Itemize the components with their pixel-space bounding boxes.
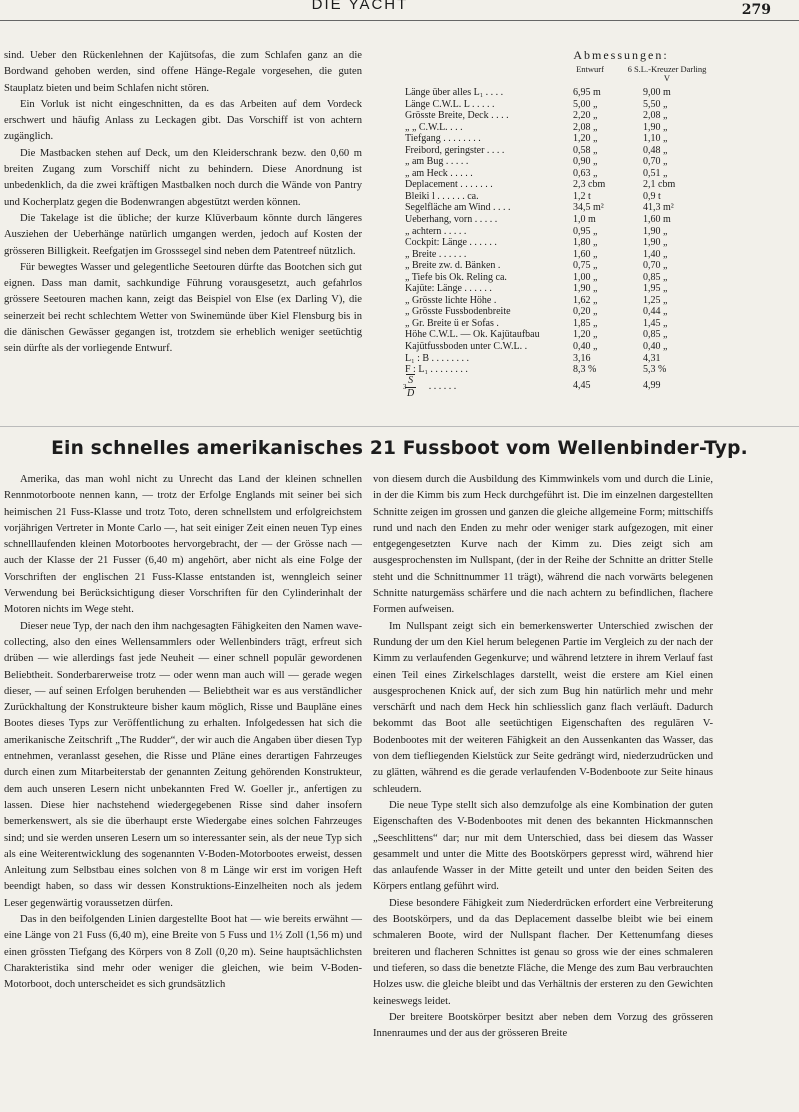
dimensions-row [405, 318, 797, 330]
dimensions-row [405, 295, 797, 307]
dimension-value-darling: 1,90 „ [643, 121, 668, 133]
dimension-label: „ „ C.W.L. . . . [405, 121, 463, 133]
ratio-value-entwurf: 4,45 [573, 379, 591, 391]
dimension-label: „ Grösste Fussbodenbreite [405, 306, 511, 318]
dimensions-row [405, 179, 797, 191]
ratio-formula [405, 376, 456, 399]
dimension-value-darling: 0,85 „ [643, 329, 668, 341]
dimension-value-darling: 0,40 „ [643, 341, 668, 353]
dimension-label: F : L₁ . . . . . . . . [405, 364, 468, 376]
dimension-value-darling: 0,85 „ [643, 271, 668, 283]
dimension-value-darling: 1,45 „ [643, 317, 668, 329]
dimensions-row [405, 249, 797, 261]
paragraph: von diesem durch die Ausbildung des Kimmwinkels vom und durch die Linie, in der die Kimm bis zum Heck durchgeführt ist. Die im einzelnen dargestellten Schnitte zeigen im grossen und ganzen die gleiche allgemeine Form; mittschiffs rund und nach den Enden zu mehr oder weniger stark aufgezogen, mit einer entgegengesetzten Kurve nach der Kimm zu. Dies zeigt sich am ausgesprochensten im Nullspant, (der in der Reihe der Schnitte an dritter Stelle steht und die Schnittnummer 11 trägt), während die nach vorwärts belegenen Schnitte naturgemäss schärfere und die nach achtern zu befindlichen, flachere Formen aufweisen. [373, 474, 713, 616]
dimension-value-darling: 0,70 „ [643, 156, 668, 168]
dimension-value-darling: 1,90 „ [643, 237, 668, 249]
dimensions-row [405, 260, 797, 272]
dimensions-row [405, 272, 797, 284]
dimension-value-entwurf: 1,2 t [573, 190, 591, 202]
dimension-value-entwurf: 5,00 „ [573, 98, 598, 110]
dimension-value-darling: 5,3 % [643, 364, 667, 376]
dimension-label: „ am Heck . . . . . [405, 167, 473, 179]
dimensions-ratio-row [405, 376, 797, 398]
dimension-label: „ Gr. Breite ü er Sofas . [405, 317, 499, 329]
dimension-value-darling: 1,25 „ [643, 294, 668, 306]
dimension-label: Deplacement . . . . . . . [405, 179, 493, 191]
dimension-value-darling: 2,08 „ [643, 110, 668, 122]
header-rule [0, 20, 799, 21]
dimension-label: L₁ : B . . . . . . . . [405, 352, 470, 364]
dimension-label: „ Breite . . . . . . [405, 248, 467, 260]
dimension-label: Kajütfussboden unter C.W.L. . [405, 341, 528, 353]
column-header-darling: 6 S.L.-Kreuzer Darling V [627, 64, 707, 83]
dimension-label: „ am Bug . . . . . [405, 156, 469, 168]
ratio-numerator: S [405, 376, 416, 388]
dimension-label: „ Tiefe bis Ok. Reling ca. [405, 271, 507, 283]
dimension-label: „ achtern . . . . . [405, 225, 467, 237]
dimensions-row [405, 191, 797, 203]
dimension-value-entwurf: 0,95 „ [573, 225, 598, 237]
dimension-value-darling: 5,50 „ [643, 98, 668, 110]
dimension-label: Höhe C.W.L. — Ok. Kajütaufbau [405, 329, 540, 341]
column-header-entwurf: Entwurf [576, 64, 604, 74]
dimensions-row [405, 133, 797, 145]
ratio-leader-dots: . . . . . . [428, 381, 457, 393]
dimensions-row [405, 237, 797, 249]
dimension-value-entwurf: 0,40 „ [573, 341, 598, 353]
dimension-value-entwurf: 2,3 cbm [573, 179, 606, 191]
dimension-value-darling: 1,90 „ [643, 225, 668, 237]
dimensions-row [405, 341, 797, 353]
dimensions-row [405, 145, 797, 157]
dimensions-row [405, 99, 797, 111]
dimension-value-darling: 0,70 „ [643, 260, 668, 272]
paragraph: Die Mastbacken stehen auf Deck, um den Kleiderschrank bezw. den 0,60 m breiten Zugang zum Vorschiff nicht zu behindern. Diese Anordnung ist unbedenklich, da die zwei kräftigen Mastbalken noch durch die Wände von Pantry und Kocherplatz gegen die Bodenwrangen abgestützt werden können. [4, 147, 362, 208]
dimension-value-darling: 1,10 „ [643, 133, 668, 145]
dimension-value-entwurf: 8,3 % [573, 364, 597, 376]
dimension-label: Länge C.W.L. L . . . . . [405, 98, 495, 110]
paragraph: Der breitere Bootskörper besitzt aber neben dem Vorzug des grösseren Innenraumes und der aus der grösseren Breite [373, 1011, 713, 1040]
paragraph: Die Takelage ist die übliche; der kurze Klüverbaum könnte durch längeres Ausziehen der Ueberhänge natürlich umgangen werden, jedoch auf Kosten der grösseren Billigkeit. Reefgatjen im Grosssegel sind neben dem Patentreef nützlich. [4, 212, 362, 257]
dimensions-caption: Abmessungen: [573, 48, 669, 62]
paragraph: Das in den beifolgenden Linien dargestellte Boot hat — wie bereits erwähnt — eine Länge von 21 Fuss (6,40 m), eine Breite von 5 Fuss und 1½ Zoll (1,56 m) und einen grössten Tiefgang des Körpers von 8 Zoll (0,20 m). Seine hauptsächlichsten Charakteristika sind mehr oder weniger die gleichen, wie beim V-Boden-Motorboot, doch unterscheidet es sich grundsätzlich [4, 914, 362, 991]
paragraph: Amerika, das man wohl nicht zu Unrecht das Land der kleinen schnellen Rennmotorboote nennen kann, — trotz der Erfolge Englands mit seiner bei sich heimischen 21 Fuss-Klasse und trotz Toto, deren schnellstem und erfolgreichstem vorjährigen Vertreter in Monte Carlo —, hat seit einiger Zeit einen neuen Typ eines schnelllaufenden kleinen Motorbootes hervorgebracht, der — der Grösse nach — auch der Klasse der 21 Fusser (6,40 m) angehört, aber nicht als eine Folge der Vorschriften der englischen 21 Fuss-Klasse entstanden ist, wenngleich seiner Verwendung bei Berücksichtigung dieser Vorschriften für den Cylinderinhalt der Motoren nichts im Wege steht. [4, 474, 362, 616]
dimension-label: Segelfläche am Wind . . . . [405, 202, 511, 214]
dimensions-table [405, 48, 797, 398]
dimension-value-entwurf: 1,20 „ [573, 133, 598, 145]
dimension-value-darling: 4,31 [643, 352, 661, 364]
dimensions-row [405, 329, 797, 341]
page-number: 279 [741, 2, 771, 18]
dimension-value-darling: 41,3 m² [643, 202, 674, 214]
section-divider [0, 426, 799, 427]
dimensions-row [405, 283, 797, 295]
dimension-value-entwurf: 0,58 „ [573, 144, 598, 156]
ratio-denominator: 3 D [403, 382, 415, 399]
dimension-value-entwurf: 0,63 „ [573, 167, 598, 179]
dimensions-row [405, 122, 797, 134]
dimension-value-darling: 2,1 cbm [643, 179, 676, 191]
dimensions-row [405, 202, 797, 214]
article-title: Ein schnelles amerikanisches 21 Fussboot vom Wellenbinder-Typ. [51, 438, 748, 459]
dimension-value-entwurf: 3,16 [573, 352, 591, 364]
paragraph: sind. Ueber den Rückenlehnen der Kajütsofas, die zum Schlafen ganz an die Bordwand gehoben werden, sind offene Hänge-Regale vorgesehen, die guten Stauplatz bieten und beim Schlafen nicht stören. [4, 50, 362, 94]
paragraph: Ein Vorluk ist nicht eingeschnitten, da es das Arbeiten auf dem Vordeck erschwert und häufig Anlass zu Leckagen gibt. Das Vorschiff ist von achtern zugänglich. [4, 98, 362, 143]
paragraph: Im Nullspant zeigt sich ein bemerkenswerter Unterschied zwischen der Rundung der um den Kiel herum belegenen Partie im Vergleich zu der nach der Kimm zu verlaufenden Gegenkurve; und während letztere in ihrem Verlauf fast einen Teil eines Zirkelschlages darstellt, weist die erstere am Kiel einen ausgesprochenen Knick auf, der sich zum Bug hin natürlich mehr und mehr verschärft und nach dem Heck hin schliesslich ganz flach verläuft. Dadurch bekommt das Boot alle seetüchtigen Eigenschaften des regulären V-Bodenbootes mit der weiteren Fähigkeit an den Aussenkanten das Wasser, das von dem tiefliegenden Kielstück zur Seite gedrängt wird, niederzudrücken und zu glätten, während es die gerade verlaufenden V-Bodenboote zur Seite hinaus schleudern. [373, 620, 713, 795]
dimension-value-darling: 0,9 t [643, 190, 661, 202]
dimension-value-entwurf: 2,20 „ [573, 110, 598, 122]
dimension-value-darling: 0,51 „ [643, 167, 668, 179]
dimension-value-entwurf: 1,0 m [573, 214, 596, 226]
dimension-value-darling: 0,44 „ [643, 306, 668, 318]
dimension-value-entwurf: 6,95 m [573, 87, 601, 98]
article-left-column [4, 472, 362, 994]
dimension-value-entwurf: 34,5 m² [573, 202, 604, 214]
dimension-value-darling: 1,95 „ [643, 283, 668, 295]
dimension-label: Tiefgang . . . . . . . . [405, 133, 481, 145]
dimensions-row [405, 214, 797, 226]
dimensions-row [405, 306, 797, 318]
top-left-column [4, 48, 362, 358]
dimension-value-entwurf: 1,85 „ [573, 317, 598, 329]
dimensions-row [405, 353, 797, 365]
dimensions-row [405, 168, 797, 180]
dimensions-column-headers [405, 65, 797, 87]
dimension-label: Bleiki l . . . . . . ca. [405, 190, 479, 202]
dimension-value-entwurf: 1,20 „ [573, 329, 598, 341]
dimension-label: „ Breite zw. d. Bänken . [405, 260, 501, 272]
dimensions-row [405, 364, 797, 376]
dimensions-row [405, 226, 797, 238]
dimension-value-darling: 9,00 m [643, 87, 671, 98]
dimension-label: Länge über alles L₁ . . . . [405, 87, 504, 98]
dimension-label: „ Grösste lichte Höhe . [405, 294, 497, 306]
dimension-value-entwurf: 1,90 „ [573, 283, 598, 295]
dimension-label: Freibord, geringster . . . . [405, 144, 505, 156]
dimensions-row [405, 156, 797, 168]
paragraph: Dieser neue Typ, der nach den ihm nachgesagten Fähigkeiten den Namen wave-collecting, also den eines Wellensammlers oder Wellenbinders trägt, erfreut sich drüben — wie allerdings fast jede Neuheit — einer schnell populär gewordenen Beliebtheit. Sonderbarerweise trotz — oder wenn man auch will — gerade wegen dieser, — auf seinen Erfolgen beruhenden — Beliebtheit war es aus verständlicher Zurückhaltung der Konstrukteure bisher kaum möglich, Risse und Baupläne eines Bootes dieses Typs zur Veröffentlichung zu erhalten. Infolgedessen hat sich die amerikanische Zeitschrift „The Rudder“, der wir auch die Angaben über diesen Typ entnehmen, veranlasst gesehen, die Risse und Pläne eines derartigen Fahrzeuges durch einen zum Mitarbeiterstab der genannten Zeitung gehörenden Konstrukteur, dem auch unseren Lesern nicht unbekannten Fred W. Goeller jr., anfertigen zu lassen. Diese hier nachstehend wiedergegebenen Risse sind daher insofern bemerkenswert, als sie die überhaupt erste Wiedergabe eines solchen Fahrzeuges sind; und sie werden unseren Lesern um so interessanter sein, als der neue Typ sich als eine Weiterentwicklung des sogenannten V-Boden-Motorbootes erweist, dessen Anleitung zum Selbstbau eines solchen von 8 m Länge wir erst im vorigen Heft beendigt haben, so dass wir dessen Konstruktions-Einzelheiten noch als jedem Leser gegenwärtig voraussetzen dürfen. [4, 620, 362, 909]
dimension-value-entwurf: 1,62 „ [573, 294, 598, 306]
dimensions-row [405, 87, 797, 99]
dimension-value-darling: 1,40 „ [643, 248, 668, 260]
ratio-value-darling: 4,99 [643, 379, 661, 391]
dimension-value-entwurf: 1,60 „ [573, 248, 598, 260]
dimension-label: Kajüte: Länge . . . . . . [405, 283, 492, 295]
dimensions-row [405, 110, 797, 122]
dimension-value-entwurf: 0,90 „ [573, 156, 598, 168]
dimension-value-entwurf: 0,75 „ [573, 260, 598, 272]
dimension-value-entwurf: 2,08 „ [573, 121, 598, 133]
paragraph: Für bewegtes Wasser und gelegentliche Seetouren dürfte das Bootchen sich gut eignen. Dass man damit, sachkundige Führung vorausgesetzt, auch gefahrlos grössere Seetouren machen kann, zeigt das Beispiel von Else (ex Darling V), die seinerzeit bei recht schlechtem Wetter von Swinemünde über Kiel Flensburg bis in die dänischen Gewässer gegangen ist, trotzdem sie erheblich weniger seetüchtig sein dürfte als der vorliegende Entwurf. [4, 261, 362, 355]
dimension-value-entwurf: 1,80 „ [573, 237, 598, 249]
dimensions-rows [405, 87, 797, 376]
dimension-value-entwurf: 0,20 „ [573, 306, 598, 318]
dimension-label: Ueberhang, vorn . . . . . [405, 214, 498, 226]
article-right-column [373, 472, 713, 1042]
dimension-label: Grösste Breite, Deck . . . . [405, 110, 509, 122]
dimension-value-darling: 1,60 m [643, 214, 671, 226]
paragraph: Die neue Type stellt sich also demzufolge als eine Kombination der guten Eigenschaften des V-Bodenbootes mit denen des bekannten Hickmannschen „Seeschlittens“ dar; nur mit dem Unterschied, dass bei diesem das Wasser gesammelt und unter die Mitte des Bootskörpers gepresst wird, während hier das anlaufende Wasser in der Mitte geteilt und unter den beiden Seiten des Körpers entlang geführt wird. [373, 799, 713, 893]
paragraph: Diese besondere Fähigkeit zum Niederdrücken erfordert eine Verbreiterung des Bootskörpers, und da das Deplacement dasselbe bleibt wie bei einem schmaleren Boote, wird der Nullspant flacher. Der Kettenumfang dieses breiteren und flacheren Schnittes ist genau so gross wie der eines schmaleren und tieferen, so dass die benetzte Fläche, die Menge des zum Bau verbrauchten Holzes usw. die gleiche bleibt und das Verhältnis der ersteren zu den Gewichten keineswegs leidet. [373, 897, 713, 1007]
dimension-value-darling: 0,48 „ [643, 144, 668, 156]
dimension-label: Cockpit: Länge . . . . . . [405, 237, 497, 249]
dimension-value-entwurf: 1,00 „ [573, 271, 598, 283]
running-head: DIE YACHT [311, 0, 409, 13]
